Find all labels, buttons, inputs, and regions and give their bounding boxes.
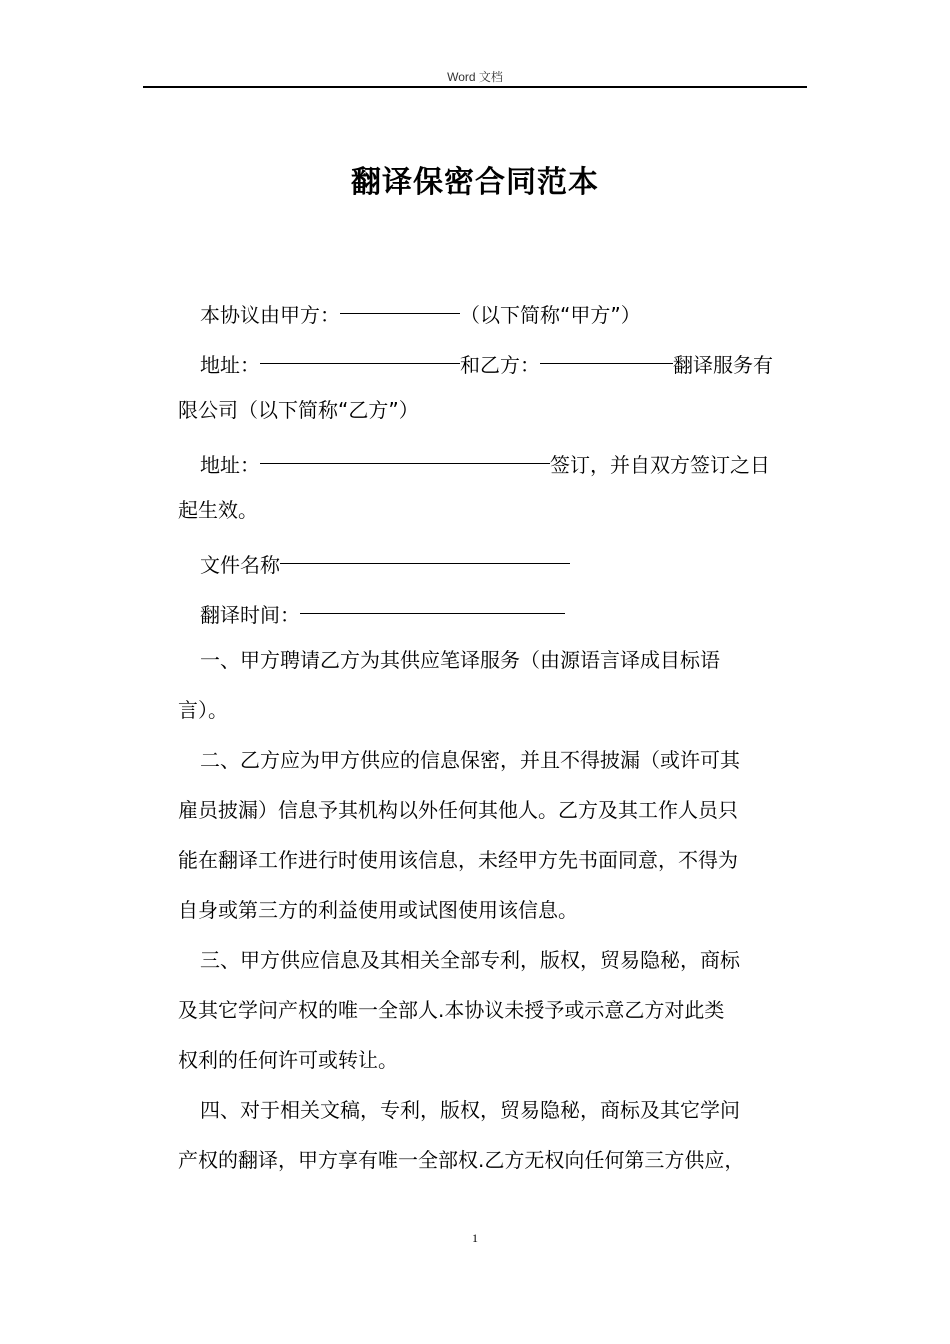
file-name-blank[interactable] bbox=[280, 535, 570, 564]
party-b-line bbox=[178, 335, 803, 385]
clause-3-line: 三、甲方供应信息及其相关全部专利，版权，贸易隐秘，商标 bbox=[200, 948, 740, 972]
address-b-blank[interactable] bbox=[260, 435, 550, 464]
party-a-blank[interactable] bbox=[340, 285, 460, 314]
translation-time-blank[interactable] bbox=[300, 585, 565, 614]
party-a-label: 本协议由甲方： bbox=[200, 303, 340, 327]
clause-4-line: 产权的翻译，甲方享有唯一全部权.乙方无权向任何第三方供应， bbox=[178, 1148, 745, 1172]
clause-1-line: 一、甲方聘请乙方为其供应笔译服务（由源语言译成目标语 bbox=[200, 648, 720, 672]
clause-4-line: 四、对于相关文稿，专利，版权，贸易隐秘，商标及其它学问 bbox=[200, 1098, 740, 1122]
address-label: 地址： bbox=[200, 453, 260, 477]
clause-2-line: 二、乙方应为甲方供应的信息保密，并且不得披漏（或许可其 bbox=[200, 748, 740, 772]
page-number: 1 bbox=[472, 1231, 478, 1245]
signing-text: 签订，并自双方签订之日 bbox=[550, 453, 770, 477]
file-name-label: 文件名称 bbox=[200, 553, 280, 577]
clause-3-line: 权利的任何许可或转让。 bbox=[178, 1048, 398, 1072]
translation-time-line bbox=[178, 585, 803, 635]
party-b-blank[interactable] bbox=[540, 335, 673, 364]
address-label: 地址： bbox=[200, 353, 260, 377]
file-name-line bbox=[178, 535, 803, 585]
clause-1-line: 言）。 bbox=[178, 698, 228, 722]
document-body bbox=[178, 285, 803, 1185]
translation-time-label: 翻译时间： bbox=[200, 603, 300, 627]
clause-3-line: 及其它学问产权的唯一全部人.本协议未授予或示意乙方对此类 bbox=[178, 998, 725, 1022]
page-header: Word 文档 bbox=[447, 70, 503, 84]
party-b-line-cont: 限公司（以下简称“乙方”） bbox=[178, 398, 419, 422]
party-a-alias: （以下简称“甲方”） bbox=[460, 303, 641, 327]
address-b-line bbox=[178, 435, 803, 485]
clause-2-line: 雇员披漏）信息予其机构以外任何其他人。乙方及其工作人员只 bbox=[178, 798, 738, 822]
clause-2-line: 自身或第三方的利益使用或试图使用该信息。 bbox=[178, 898, 578, 922]
document-title: 翻译保密合同范本 bbox=[351, 165, 599, 200]
header-rule bbox=[143, 86, 807, 88]
party-b-text: 翻译服务有 bbox=[673, 353, 773, 377]
effective-line: 起生效。 bbox=[178, 498, 258, 522]
clause-2-line: 能在翻译工作进行时使用该信息，未经甲方先书面同意，不得为 bbox=[178, 848, 738, 872]
party-b-label: 和乙方： bbox=[460, 353, 540, 377]
address-a-blank[interactable] bbox=[260, 335, 460, 364]
party-a-line bbox=[178, 285, 803, 335]
